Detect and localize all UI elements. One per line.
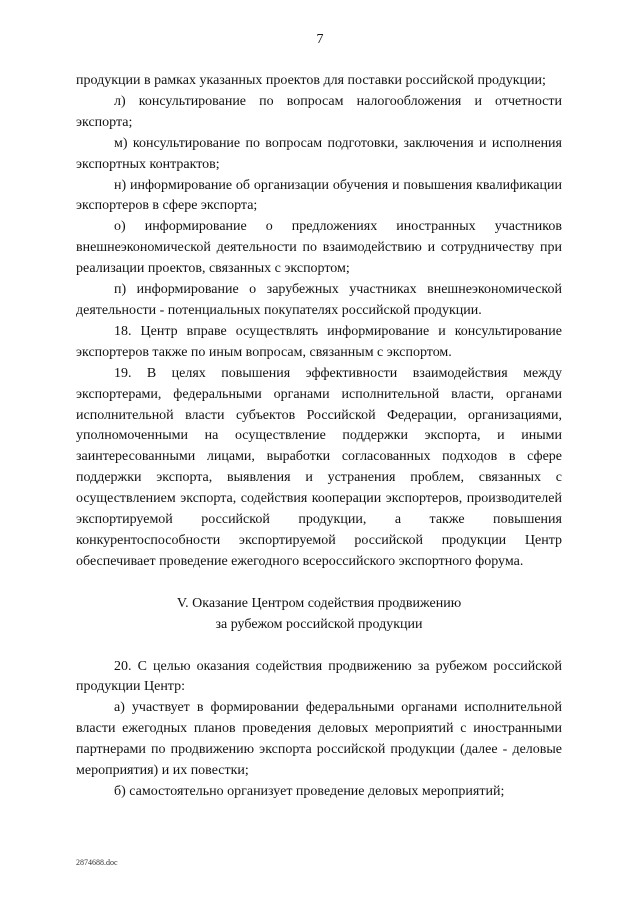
clause-19: 19. В целях повышения эффективности взаимодействия между экспортерами, федеральными органами исполнительной власти, органами исполнительной власти субъектов Российской Федерации, организациями, уполномоченными на осуществление поддержки экспорта, и иными заинтересованными лицами, выработки согласованных подходов в сфере поддержки экспорта, выявления и устранения проблем, связанных с осуществлением экспорта, содействия кооперации экспортеров, производителей экспортируемой российской продукции, а также повышения конкурентоспособности экспортируемой российской продукции Центр обеспечивает проведение ежегодного всероссийского экспортного форума. [76, 365, 562, 569]
list-item-o: о) информирование о предложениях иностранных участников внешнеэкономической деятельности по взаимодействию и сотрудничеству при реализации проектов, связанных с экспортом; [76, 219, 562, 277]
document-body [76, 71, 562, 803]
file-name-footer: 2874688.doc [76, 858, 118, 867]
clause-18: 18. Центр вправе осуществлять информирование и консультирование экспортеров также по иным вопросам, связанным с экспортом. [76, 323, 562, 360]
section-heading-line-2: за рубежом российской продукции [215, 616, 423, 632]
list-item-n: н) информирование об организации обучения и повышения квалификации экспортеров в сфере экспорта; [76, 177, 562, 214]
page-number: 7 [316, 32, 324, 47]
list-item-p: п) информирование о зарубежных участниках внешнеэкономической деятельности - потенциальных покупателях российской продукции. [76, 282, 562, 318]
clause-20: 20. С целью оказания содействия продвижению за рубежом российской продукции Центр: [76, 658, 562, 695]
list-item-m: м) консультирование по вопросам подготовки, заключения и исполнения экспортных контрактов; [76, 135, 562, 172]
list-item-l: л) консультирование по вопросам налогообложения и отчетности экспорта; [76, 93, 562, 130]
section-heading-line-1: V. Оказание Центром содействия продвижению [176, 595, 462, 611]
list-item-a: а) участвует в формировании федеральными органами исполнительной власти ежегодных планов проведения деловых мероприятий с иностранными партнерами по продвижению экспорта российской продукции (далее - деловые мероприятия) и их повестки; [76, 700, 562, 779]
paragraph-continuation: продукции в рамках указанных проектов для поставки российской продукции; [76, 73, 546, 88]
list-item-b: б) самостоятельно организует проведение деловых мероприятий; [114, 784, 505, 799]
